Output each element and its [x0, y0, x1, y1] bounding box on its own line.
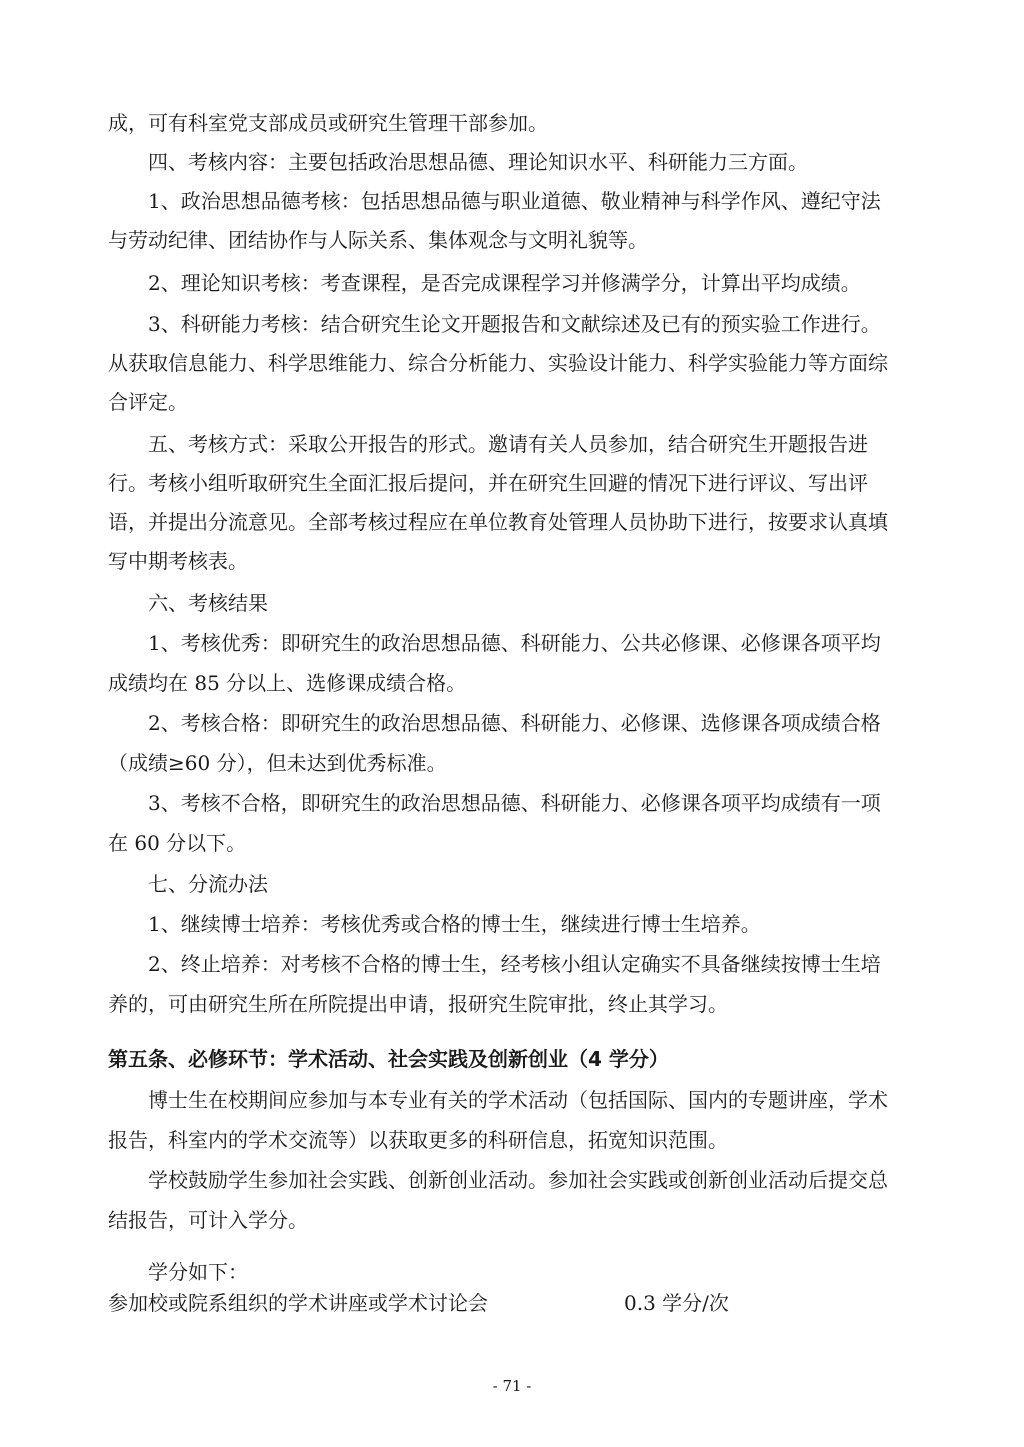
- paragraph-line: 1、政治思想品德考核：包括思想品德与职业道德、敬业精神与科学作风、遵纪守法: [148, 189, 881, 213]
- paragraph-line: 2、理论知识考核：考查课程，是否完成课程学习并修满学分，计算出平均成绩。: [148, 271, 861, 295]
- credit-item-value: 0.3 学分/次: [624, 1291, 729, 1315]
- article-heading: 第五条、必修环节：学术活动、社会实践及创新创业（4 学分）: [108, 1047, 669, 1071]
- paragraph-line: 1、考核优秀：即研究生的政治思想品德、科研能力、公共必修课、必修课各项平均: [148, 631, 881, 655]
- paragraph-line: 写中期考核表。: [108, 549, 248, 573]
- paragraph-line: 成绩均在 85 分以上、选修课成绩合格。: [108, 671, 467, 695]
- paragraph-line: 博士生在校期间应参加与本专业有关的学术活动（包括国际、国内的专题讲座，学术: [148, 1088, 888, 1112]
- page-number: - 71 -: [492, 1377, 532, 1395]
- paragraph-line: 1、继续博士培养：考核优秀或合格的博士生，继续进行博士生培养。: [148, 912, 761, 936]
- paragraph-line: 与劳动纪律、团结协作与人际关系、集体观念与文明礼貌等。: [108, 228, 648, 252]
- paragraph-line: 结报告，可计入学分。: [108, 1208, 308, 1232]
- credit-item-label: 参加校或院系组织的学术讲座或学术讨论会: [108, 1291, 488, 1315]
- paragraph-line: 学校鼓励学生参加社会实践、创新创业活动。参加社会实践或创新创业活动后提交总: [148, 1168, 888, 1192]
- paragraph-line: 养的，可由研究生所在所院提出申请，报研究生院审批，终止其学习。: [108, 992, 728, 1016]
- paragraph-line: 3、科研能力考核：结合研究生论文开题报告和文献综述及已有的预实验工作进行。: [148, 312, 881, 336]
- paragraph-line: 成，可有科室党支部成员或研究生管理干部参加。: [108, 111, 548, 135]
- paragraph-line: 合评定。: [108, 390, 188, 414]
- paragraph-line: 2、考核合格：即研究生的政治思想品德、科研能力、必修课、选修课各项成绩合格: [148, 711, 881, 735]
- credits-intro: 学分如下：: [148, 1260, 248, 1284]
- paragraph-line: 2、终止培养：对考核不合格的博士生，经考核小组认定确实不具备继续按博士生培: [148, 952, 881, 976]
- paragraph-line: （成绩≥60 分），但未达到优秀标准。: [108, 751, 447, 775]
- paragraph-line: 语，并提出分流意见。全部考核过程应在单位教育处管理人员协助下进行，按要求认真填: [108, 510, 888, 534]
- paragraph-line: 从获取信息能力、科学思维能力、综合分析能力、实验设计能力、科学实验能力等方面综: [108, 351, 888, 375]
- paragraph-line: 四、考核内容：主要包括政治思想品德、理论知识水平、科研能力三方面。: [148, 150, 808, 174]
- section-heading: 六、考核结果: [148, 591, 268, 615]
- paragraph-line: 五、考核方式：采取公开报告的形式。邀请有关人员参加，结合研究生开题报告进: [148, 432, 868, 456]
- paragraph-line: 行。考核小组听取研究生全面汇报后提问，并在研究生回避的情况下进行评议、写出评: [108, 471, 868, 495]
- paragraph-line: 报告，科室内的学术交流等）以获取更多的科研信息，拓宽知识范围。: [108, 1128, 728, 1152]
- section-heading: 七、分流办法: [148, 872, 268, 896]
- paragraph-line: 3、考核不合格，即研究生的政治思想品德、科研能力、必修课各项平均成绩有一项: [148, 791, 881, 815]
- paragraph-line: 在 60 分以下。: [108, 831, 247, 855]
